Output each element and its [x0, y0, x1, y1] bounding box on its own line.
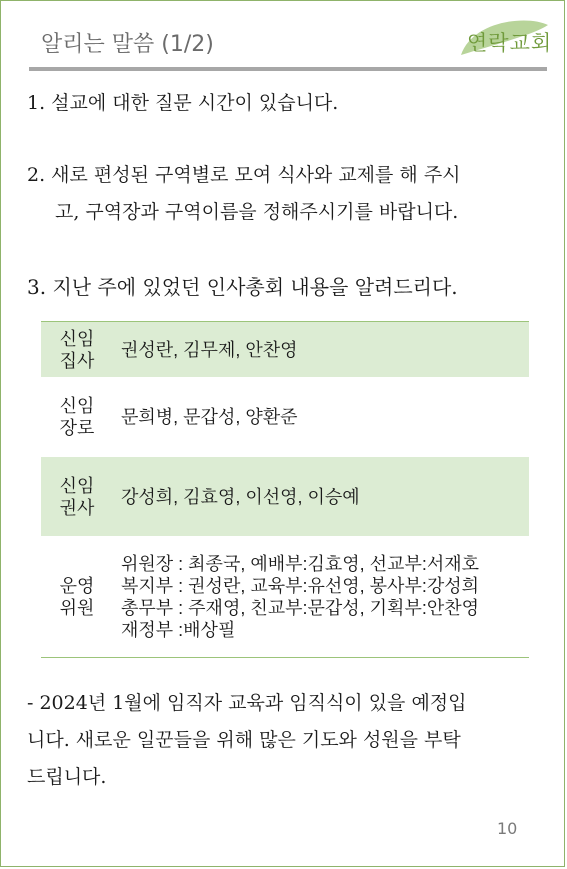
notice-item-2-line1: 2. 새로 편성된 구역별로 모여 식사와 교제를 해 주시	[27, 164, 461, 186]
role-line: 집사	[59, 350, 95, 371]
role-cell	[41, 395, 113, 439]
notice-item-1: 1. 설교에 대한 질문 시간이 있습니다.	[27, 92, 339, 114]
table-row	[41, 322, 529, 377]
table-row	[41, 377, 529, 457]
role-line: 운영	[59, 575, 95, 596]
role-cell	[41, 475, 113, 519]
notice-line: 드립니다.	[27, 766, 107, 788]
title-divider	[29, 67, 547, 71]
notice-item-3: 3. 지난 주에 있었던 인사총회 내용을 알려드리다.	[27, 275, 458, 299]
appointment-table	[41, 321, 529, 658]
role-line: 신임	[59, 475, 95, 496]
names-line: 총무부 : 주재영, 친교부:문갑성, 기획부:안찬영	[121, 597, 479, 618]
table-row	[41, 536, 529, 657]
names-cell	[113, 406, 529, 428]
role-cell	[41, 575, 113, 619]
page-number: 10	[497, 819, 518, 838]
names-line: 권성란, 김무제, 안찬영	[121, 339, 298, 360]
role-line: 신임	[59, 328, 95, 349]
notice-line: - 2024년 1월에 임직자 교육과 임직식이 있을 예정입	[27, 692, 467, 714]
notice-ordination	[27, 685, 547, 796]
names-line: 재정부 :배상필	[121, 619, 236, 640]
names-cell	[113, 486, 529, 508]
names-line: 문희병, 문갑성, 양환준	[121, 407, 298, 427]
names-line: 위원장 : 최종국, 예배부:김효영, 선교부:서재호	[121, 553, 479, 574]
role-cell	[41, 328, 113, 372]
names-line: 강성희, 김효영, 이선영, 이승예	[121, 486, 360, 507]
role-line: 신임	[59, 396, 95, 416]
notice-item-2	[27, 157, 537, 231]
role-line: 권사	[59, 497, 95, 518]
names-cell	[113, 553, 529, 641]
role-line: 장로	[59, 418, 95, 438]
page-title: 알리는 말씀 (1/2)	[41, 32, 214, 57]
role-line: 위원	[59, 597, 95, 618]
names-line: 복지부 : 권성란, 교육부:유선영, 봉사부:강성희	[121, 575, 479, 596]
table-row	[41, 457, 529, 536]
church-logo-text: 연락교회	[467, 31, 553, 55]
notice-item-2-line2: 고, 구역장과 구역이름을 정해주시기를 바랍니다.	[55, 201, 459, 223]
notice-line: 니다. 새로운 일꾼들을 위해 많은 기도와 성원을 부탁	[27, 729, 461, 751]
names-cell	[113, 339, 529, 361]
